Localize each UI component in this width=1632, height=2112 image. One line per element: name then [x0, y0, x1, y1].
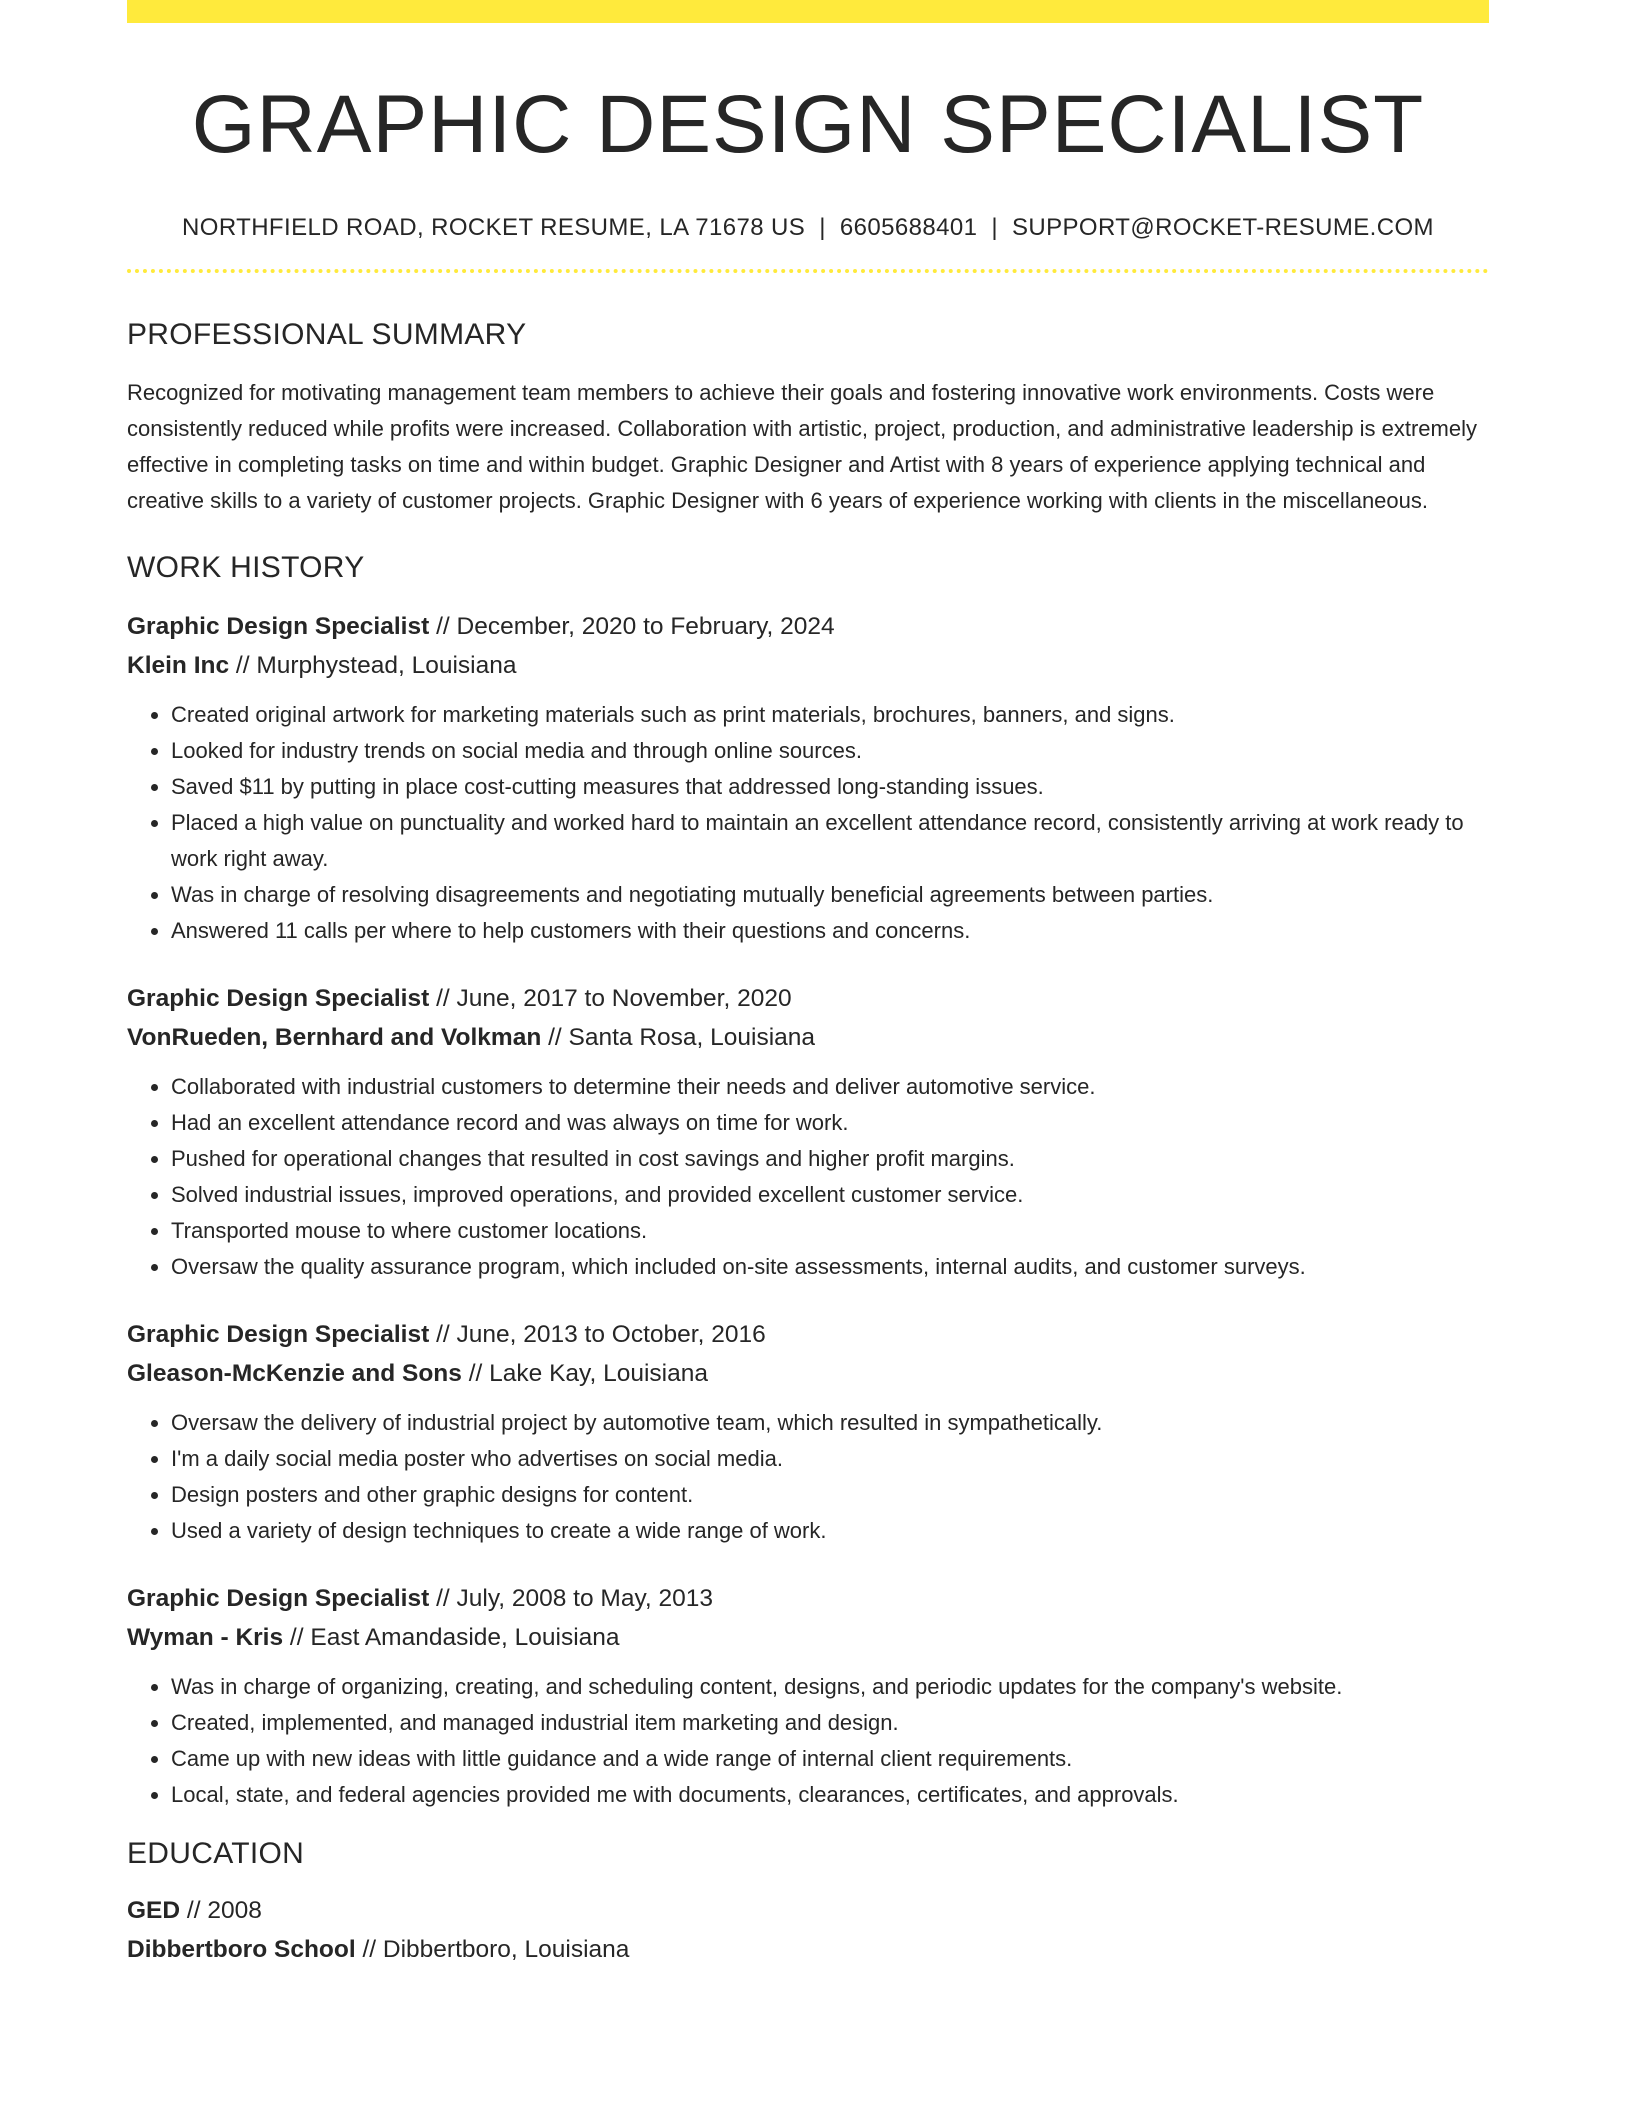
list-item: • Oversaw the quality assurance program, which included on-site assessments, internal audits, and customer surveys.: [171, 1249, 1489, 1285]
job-dates: // December, 2020 to February, 2024: [429, 613, 835, 641]
job-entry: [127, 1579, 1489, 1813]
list-item: • Saved $11 by putting in place cost-cutting measures that addressed long-standing issues.: [171, 769, 1489, 805]
job-company-line: [127, 1354, 1489, 1393]
list-item: • Came up with new ideas with little guidance and a wide range of internal client requirements.: [171, 1741, 1489, 1777]
list-item: • Local, state, and federal agencies provided me with documents, clearances, certificates, and approvals.: [171, 1777, 1489, 1813]
list-item: • Collaborated with industrial customers to determine their needs and deliver automotive service.: [171, 1069, 1489, 1105]
list-item: • Used a variety of design techniques to create a wide range of work.: [171, 1513, 1489, 1549]
list-item: • I'm a daily social media poster who advertises on social media.: [171, 1441, 1489, 1477]
list-item: • Was in charge of resolving disagreements and negotiating mutually beneficial agreements between parties.: [171, 877, 1489, 913]
education-school: Dibbertboro School: [127, 1936, 356, 1964]
list-item: • Looked for industry trends on social media and through online sources.: [171, 733, 1489, 769]
job-dates: // June, 2017 to November, 2020: [429, 985, 792, 1013]
education-school-line: [127, 1930, 1489, 1969]
work-history-heading: WORK HISTORY: [127, 551, 365, 585]
job-role: Graphic Design Specialist: [127, 613, 430, 641]
job-company-line: [127, 1018, 1489, 1057]
list-item: • Had an excellent attendance record and was always on time for work.: [171, 1105, 1489, 1141]
job-entry: [127, 1315, 1489, 1549]
job-bullets: [127, 1669, 1489, 1813]
education-degree-line: [127, 1891, 1489, 1930]
job-dates: // July, 2008 to May, 2013: [429, 1585, 714, 1613]
list-item: • Transported mouse to where customer locations.: [171, 1213, 1489, 1249]
job-role-line: [127, 607, 1489, 646]
job-company: VonRueden, Bernhard and Volkman: [127, 1024, 542, 1052]
job-dates: // June, 2013 to October, 2016: [429, 1321, 766, 1349]
summary-heading: PROFESSIONAL SUMMARY: [127, 318, 527, 352]
job-company: Wyman - Kris: [127, 1624, 284, 1652]
job-role: Graphic Design Specialist: [127, 1585, 430, 1613]
job-bullets: [127, 697, 1489, 949]
job-company: Klein Inc: [127, 652, 230, 680]
job-location: // Lake Kay, Louisiana: [461, 1360, 708, 1388]
job-entry: [127, 979, 1489, 1285]
contact-separator: |: [991, 214, 998, 242]
resume-page: [127, 0, 1489, 1969]
job-company-line: [127, 1618, 1489, 1657]
contact-separator: |: [819, 214, 826, 242]
contact-line: [127, 214, 1489, 242]
list-item: • Pushed for operational changes that resulted in cost savings and higher profit margins.: [171, 1141, 1489, 1177]
list-item: • Created, implemented, and managed industrial item marketing and design.: [171, 1705, 1489, 1741]
dotted-divider: [127, 269, 1489, 273]
job-role-line: [127, 979, 1489, 1018]
resume-name: GRAPHIC DESIGN SPECIALIST: [191, 79, 1425, 170]
list-item: • Design posters and other graphic designs for content.: [171, 1477, 1489, 1513]
list-item: • Was in charge of organizing, creating, and scheduling content, designs, and periodic updates for the company's website.: [171, 1669, 1489, 1705]
top-accent-bar: [127, 0, 1489, 23]
list-item: • Solved industrial issues, improved operations, and provided excellent customer service.: [171, 1177, 1489, 1213]
contact-email: SUPPORT@ROCKET-RESUME.COM: [1011, 214, 1434, 242]
education-location: // Dibbertboro, Louisiana: [355, 1936, 630, 1964]
job-role-line: [127, 1579, 1489, 1618]
list-item: • Answered 11 calls per where to help customers with their questions and concerns.: [171, 913, 1489, 949]
education-heading: EDUCATION: [127, 1837, 305, 1871]
job-bullets: [127, 1069, 1489, 1285]
job-location: // East Amandaside, Louisiana: [283, 1624, 620, 1652]
summary-text: Recognized for motivating management team members to achieve their goals and fostering innovative work environments. Costs were consistently reduced while profits were increased. Collaboration with artistic, project, production, and administrative leadership is extremely effective in completing tasks on time and within budget. Graphic Designer and Artist with 8 years of experience applying technical and creative skills to a variety of customer projects. Graphic Designer with 6 years of experience working with clients in the miscellaneous.: [127, 380, 1477, 514]
job-company-line: [127, 646, 1489, 685]
list-item: • Created original artwork for marketing materials such as print materials, brochures, banners, and signs.: [171, 697, 1489, 733]
education-entry: [127, 1891, 1489, 1969]
job-role: Graphic Design Specialist: [127, 985, 430, 1013]
education-degree: GED: [127, 1897, 181, 1925]
list-item: • Placed a high value on punctuality and worked hard to maintain an excellent attendance record, consistently arriving at work ready to work right away.: [171, 805, 1489, 877]
contact-phone: 6605688401: [839, 214, 978, 242]
job-role-line: [127, 1315, 1489, 1354]
list-item: • Oversaw the delivery of industrial project by automotive team, which resulted in sympathetically.: [171, 1405, 1489, 1441]
job-bullets: [127, 1405, 1489, 1549]
job-entry: [127, 607, 1489, 949]
job-company: Gleason-McKenzie and Sons: [127, 1360, 462, 1388]
education-year: // 2008: [180, 1897, 262, 1925]
job-role: Graphic Design Specialist: [127, 1321, 430, 1349]
job-location: // Santa Rosa, Louisiana: [541, 1024, 816, 1052]
contact-address: NORTHFIELD ROAD, ROCKET RESUME, LA 71678 US: [182, 214, 806, 242]
job-location: // Murphystead, Louisiana: [229, 652, 517, 680]
